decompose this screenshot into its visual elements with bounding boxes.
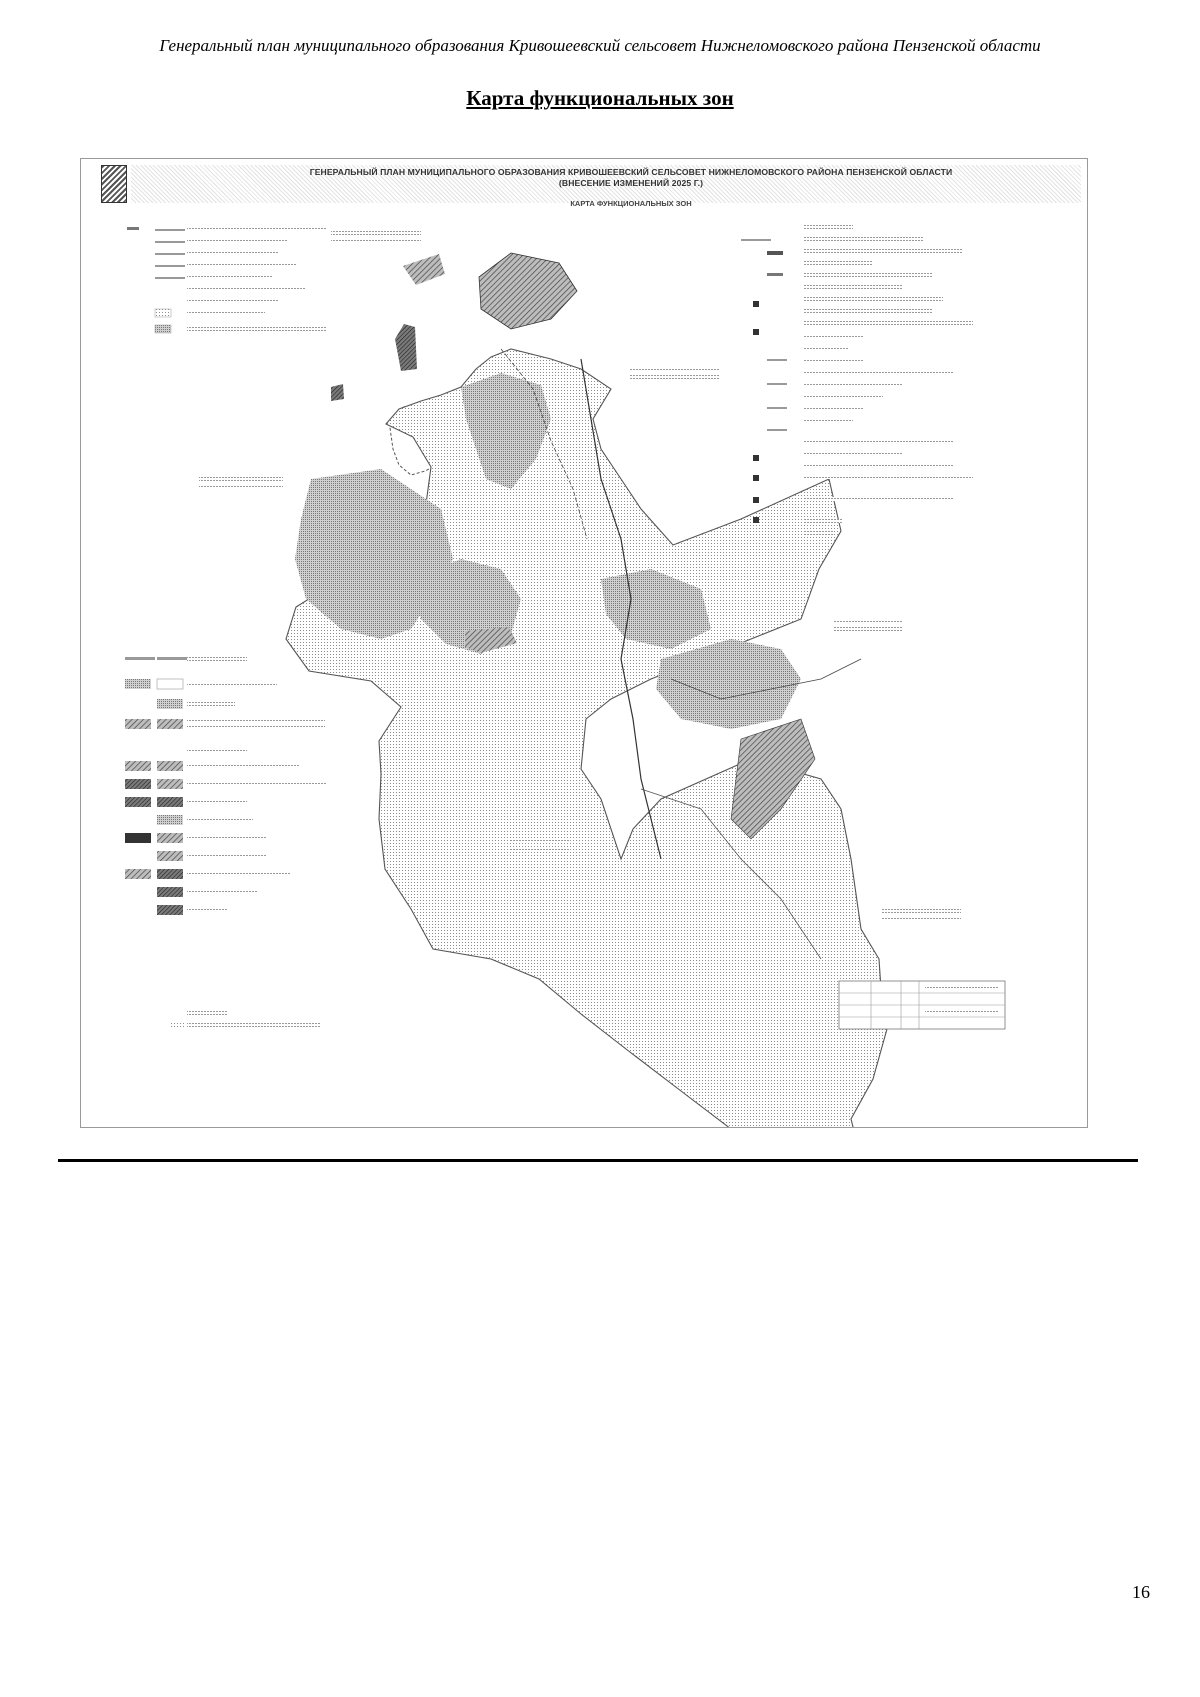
neighbour-label-west-2	[199, 485, 283, 489]
neighbour-label-southeast	[881, 909, 961, 913]
neighbour-label-southwest-2	[511, 847, 571, 851]
horizontal-rule	[58, 1159, 1138, 1162]
legend-right	[741, 225, 973, 535]
neighbour-label-north	[331, 231, 421, 235]
neighbour-label-southeast-2	[881, 917, 961, 921]
map-sheet-title-line2: (ВНЕСЕНИЕ ИЗМЕНЕНИЙ 2025 Г.)	[558, 178, 704, 188]
settlement-west	[395, 324, 417, 371]
neighbour-label-east-2	[833, 627, 903, 631]
title-block	[839, 981, 1005, 1029]
neighbour-label-southwest	[511, 839, 571, 843]
map-sheet-subtitle: КАРТА ФУНКЦИОНАЛЬНЫХ ЗОН	[570, 199, 692, 208]
settlement-northwest	[403, 254, 445, 285]
neighbour-label-northeast	[629, 367, 719, 371]
settlement-north	[479, 253, 577, 329]
legend-top-left	[127, 227, 327, 333]
map-drawing	[81, 159, 1087, 1127]
neighbour-label-east	[833, 619, 903, 623]
neighbour-label-west	[199, 477, 283, 481]
running-header: Генеральный план муниципального образования Кривошеевский сельсовет Нижнеломовского района Пензенской области	[159, 36, 1041, 55]
legend-functional-zones	[125, 657, 327, 1029]
document-title: Карта функциональных зон	[466, 86, 734, 110]
neighbour-label-north-2	[331, 239, 421, 243]
neighbour-label-northeast-2	[629, 375, 719, 379]
map-sheet	[80, 158, 1088, 1128]
map-sheet-title-line1: ГЕНЕРАЛЬНЫЙ ПЛАН МУНИЦИПАЛЬНОГО ОБРАЗОВАНИЯ КРИВОШЕЕВСКИЙ СЕЛЬСОВЕТ НИЖНЕЛОМОВСКОГО РАЙОНА ПЕНЗЕНСКОЙ ОБЛАСТИ	[309, 167, 953, 177]
settlement-southwest	[331, 384, 344, 401]
page-number: 16	[1132, 1582, 1150, 1602]
